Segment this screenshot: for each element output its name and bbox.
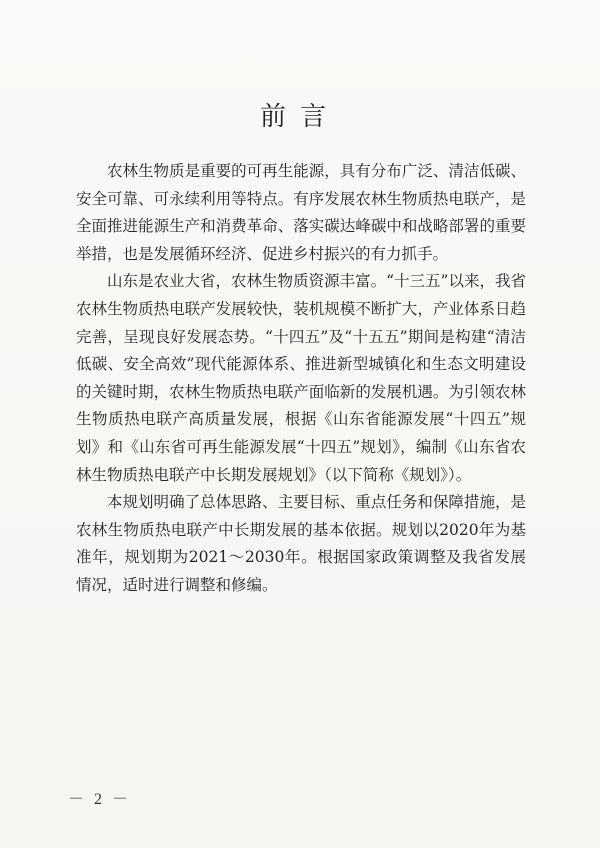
page-number: － 2 － [68, 791, 132, 808]
paragraph-3: 本规划明确了总体思路、主要目标、重点任务和保障措施，是农林生物质热电联产中长期发展的基本依据。规划以2020年为基准年，规划期为2021～2030年。根据国家政策调整及我省发展情况，适时进行调整和修编。 [76, 493, 526, 594]
document-body [76, 158, 526, 600]
paragraph-2: 山东是农业大省，农林生物质资源丰富。“十三五”以来，我省农林生物质热电联产发展较快，装机规模不断扩大，产业体系日趋完善，呈现良好发展态势。“十四五”及“十五五”期间是构建“清洁低碳、安全高效”现代能源体系、推进新型城镇化和生态文明建设的关键时期，农林生物质热电联产面临新的发展机遇。为引领农林生物质热电联产高质量发展，根据《山东省能源发展“十四五”规划》和《山东省可再生能源发展“十四五”规划》，编制《山东省农林生物质热电联产中长期发展规划》（以下简称《规划》）。 [76, 272, 526, 484]
page-title: 前言 [259, 102, 340, 132]
paragraph-1: 农林生物质是重要的可再生能源，具有分布广泛、清洁低碳、安全可靠、可永续利用等特点。有序发展农林生物质热电联产，是全面推进能源生产和消费革命、落实碳达峰碳中和战略部署的重要举措，也是发展循环经济、促进乡村振兴的有力抓手。 [76, 162, 526, 263]
